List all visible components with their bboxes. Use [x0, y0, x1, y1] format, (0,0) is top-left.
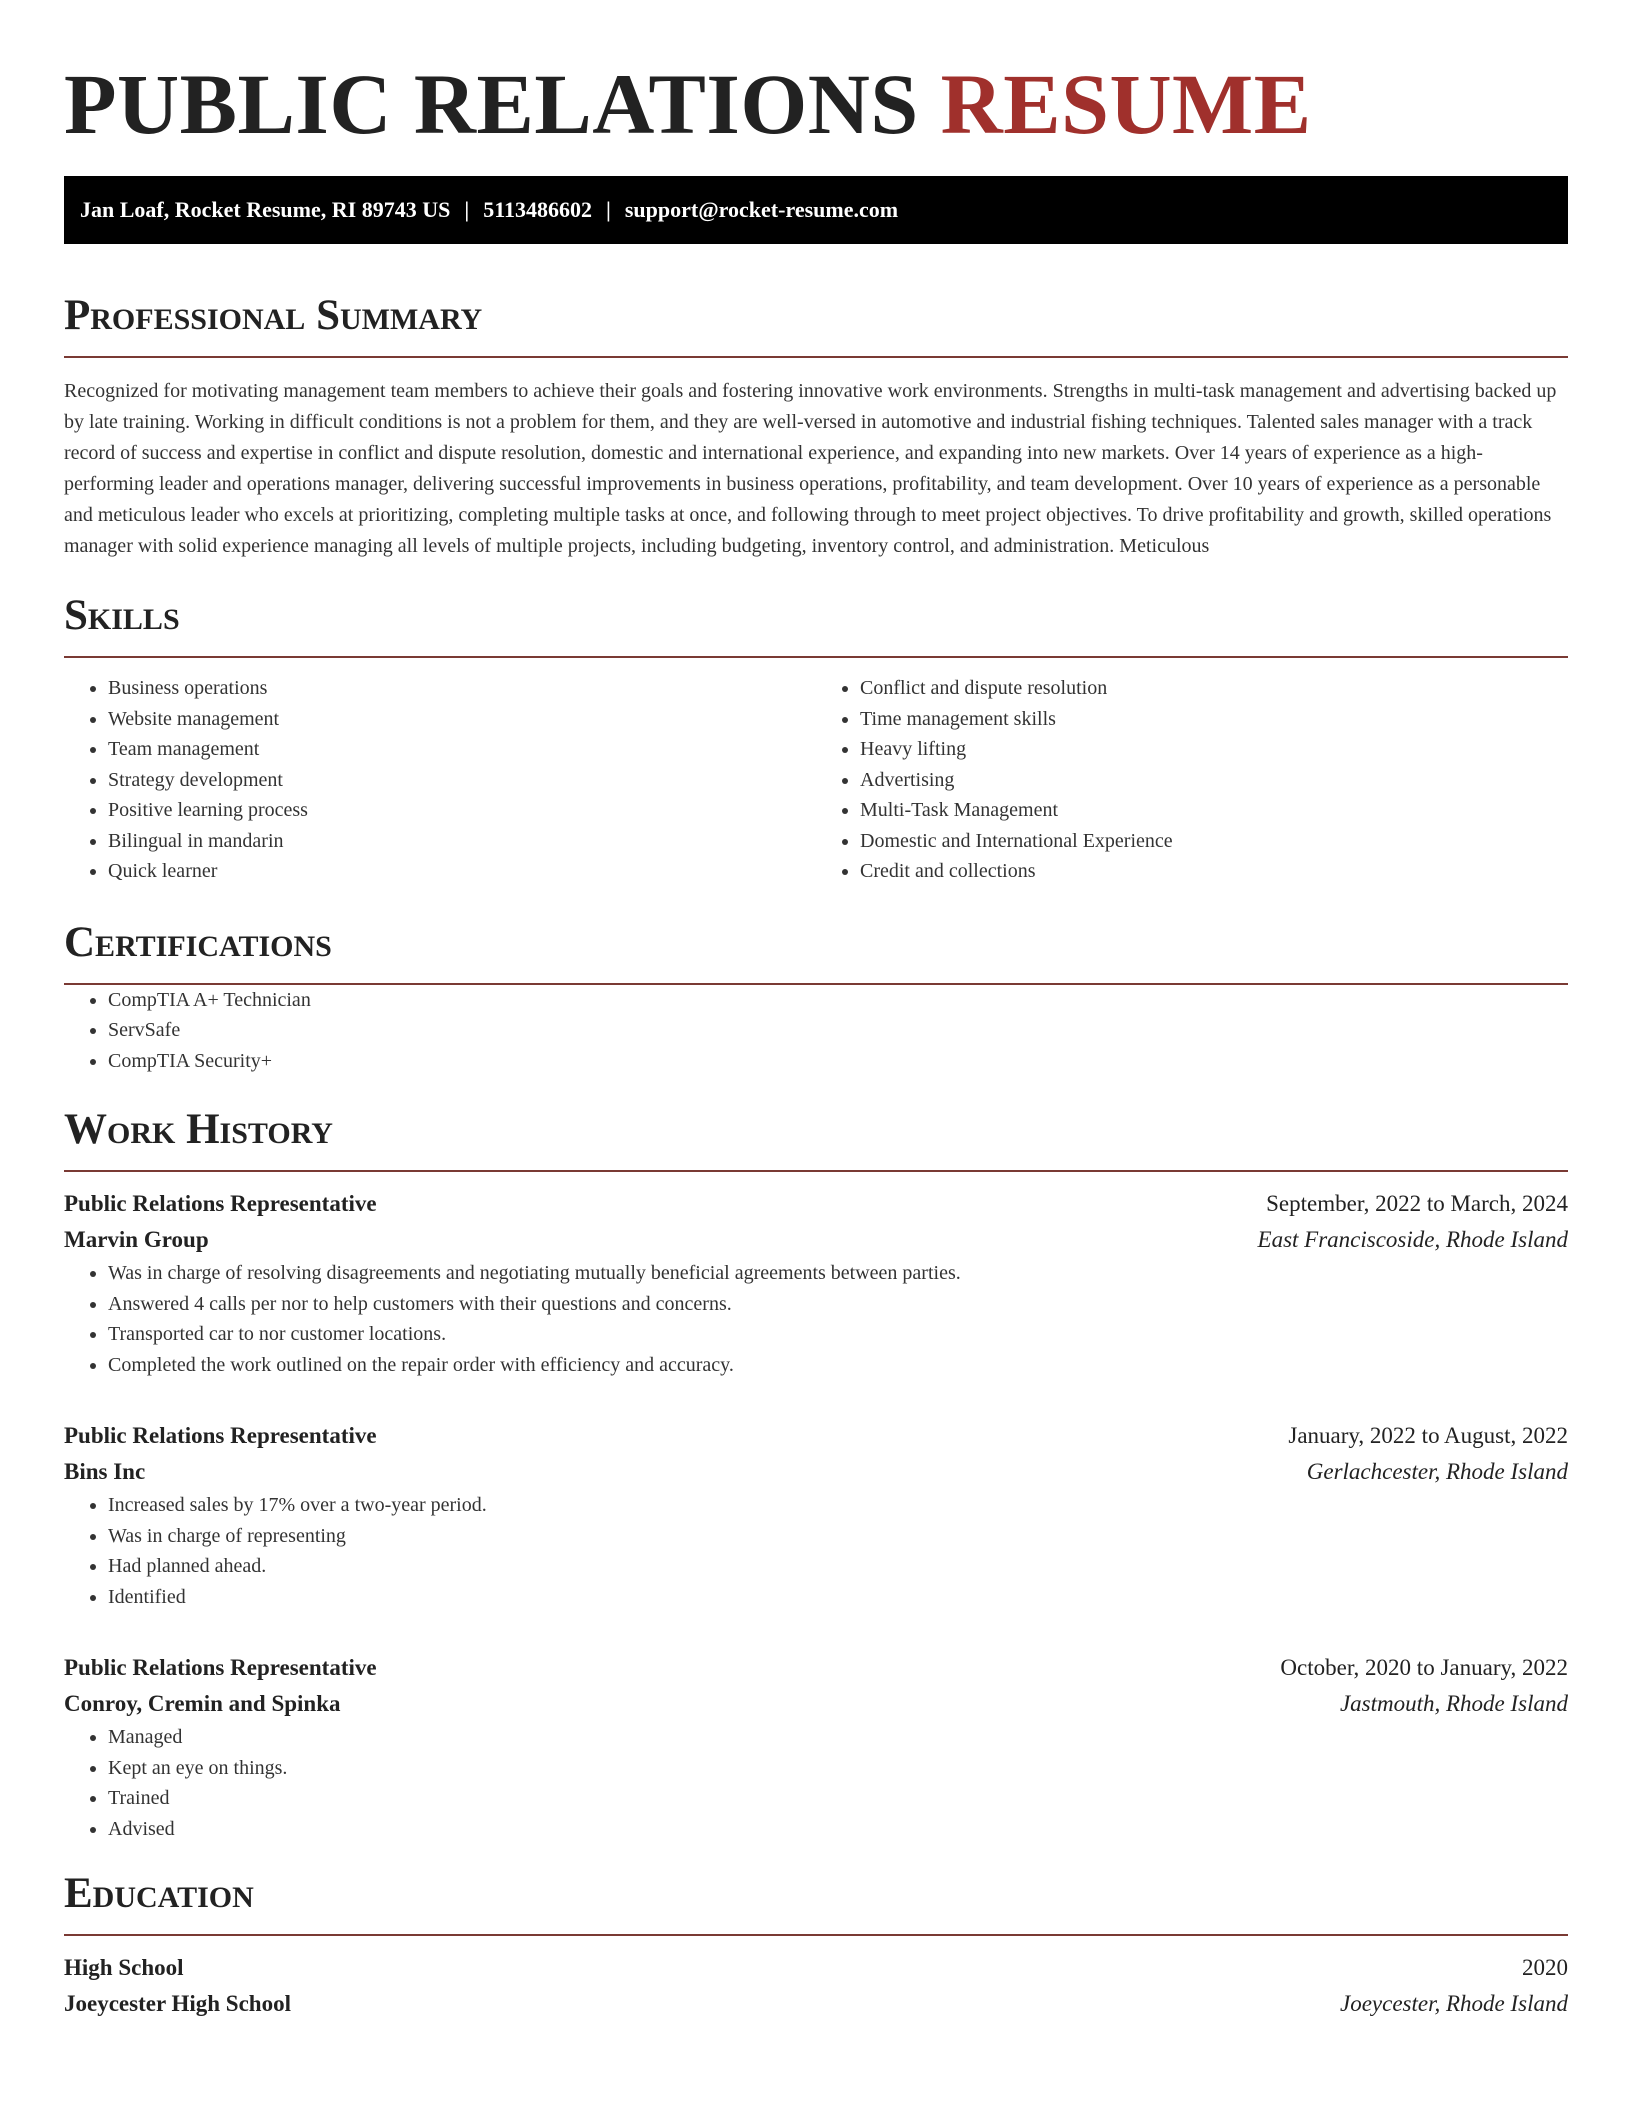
skill-item: • Website management: [108, 704, 816, 735]
skill-item: • Advertising: [860, 765, 1568, 796]
contact-separator: |: [464, 197, 470, 222]
education-location: Joeycester, Rhode Island: [1339, 1991, 1568, 2016]
skills-section: [64, 588, 1568, 887]
education-school-row: [64, 1986, 1568, 2022]
job-bullet: • Was in charge of representing: [108, 1521, 1568, 1552]
job-title: Public Relations Representative: [64, 1191, 377, 1216]
education-school: Joeycester High School: [64, 1991, 291, 2016]
certifications-heading: Certifications: [64, 918, 332, 966]
skill-item: • Conflict and dispute resolution: [860, 673, 1568, 704]
job-company-row: [64, 1686, 1568, 1722]
skill-item: • Quick learner: [108, 856, 816, 887]
job-title: Public Relations Representative: [64, 1423, 377, 1448]
job-bullet: • Advised: [108, 1814, 1568, 1845]
work-history-section: [64, 1102, 1568, 1844]
section-divider: [64, 356, 1568, 358]
contact-bar: [64, 176, 1568, 244]
education-section: [64, 1866, 1568, 2022]
job-bullets: [64, 1722, 1568, 1844]
job-bullet: • Managed: [108, 1722, 1568, 1753]
education-year: 2020: [1522, 1955, 1568, 1980]
work-history-heading: Work History: [64, 1106, 333, 1153]
job-bullets: [64, 1490, 1568, 1612]
skill-item: • Positive learning process: [108, 795, 816, 826]
job-company-row: [64, 1454, 1568, 1490]
skills-heading: Skills: [64, 592, 180, 639]
job-company: Marvin Group: [64, 1227, 209, 1252]
job-location: Gerlachcester, Rhode Island: [1306, 1459, 1568, 1484]
summary-section: [64, 288, 1568, 562]
section-divider: [64, 1170, 1568, 1172]
job-dates: January, 2022 to August, 2022: [1288, 1423, 1568, 1448]
job-company: Conroy, Cremin and Spinka: [64, 1691, 341, 1716]
job-bullet: • Answered 4 calls per nor to help customers with their questions and concerns.: [108, 1289, 1568, 1320]
job-title: Public Relations Representative: [64, 1655, 377, 1680]
contact-address: Jan Loaf, Rocket Resume, RI 89743 US: [80, 197, 451, 222]
resume-title: [64, 0, 1568, 150]
section-divider: [64, 656, 1568, 658]
section-divider: [64, 1934, 1568, 1936]
education-heading: Education: [64, 1870, 254, 1917]
skill-item: • Credit and collections: [860, 856, 1568, 887]
contact-phone: 5113486602: [483, 197, 592, 222]
skill-item: • Heavy lifting: [860, 734, 1568, 765]
job-location: Jastmouth, Rhode Island: [1339, 1691, 1568, 1716]
title-main: PUBLIC RELATIONS: [64, 56, 919, 152]
contact-separator: |: [605, 197, 611, 222]
job-company-row: [64, 1222, 1568, 1258]
education-entry: [64, 1950, 1568, 2022]
education-degree-row: [64, 1950, 1568, 1986]
job-bullet: • Identified: [108, 1582, 1568, 1613]
skill-item: • Time management skills: [860, 704, 1568, 735]
certification-item: • CompTIA Security+: [108, 1046, 1568, 1077]
job-bullet: • Had planned ahead.: [108, 1551, 1568, 1582]
skills-columns: [64, 673, 1568, 887]
contact-email[interactable]: support@rocket-resume.com: [624, 197, 899, 222]
job-entry: [64, 1650, 1568, 1844]
summary-heading: Professional Summary: [64, 292, 483, 339]
summary-text: Recognized for motivating management team members to achieve their goals and fostering innovative work environments. Strengths in multi-task management and advertising backed up by late training. Working in difficult conditions is not a problem for them, and they are well-versed in automotive and industrial fishing techniques. Talented sales manager with a track record of success and expertise in conflict and dispute resolution, domestic and international experience, and expanding into new markets. Over 14 years of experience as a high-performing leader and operations manager, delivering successful improvements in business operations, profitability, and team development. Over 10 years of experience as a personable and meticulous leader who excels at prioritizing, completing multiple tasks at once, and following through to meet project objectives. To drive profitability and growth, skilled operations manager with solid experience managing all levels of multiple projects, including budgeting, inventory control, and administration. Meticulous: [64, 380, 1557, 557]
skills-list-right: [816, 673, 1568, 887]
job-header-row: [64, 1650, 1568, 1686]
skill-item: • Domestic and International Experience: [860, 826, 1568, 857]
certification-item: • ServSafe: [108, 1015, 1568, 1046]
skill-item: • Bilingual in mandarin: [108, 826, 816, 857]
job-header-row: [64, 1186, 1568, 1222]
job-bullet: • Kept an eye on things.: [108, 1753, 1568, 1784]
job-header-row: [64, 1418, 1568, 1454]
job-bullet: • Trained: [108, 1783, 1568, 1814]
certifications-section: [64, 915, 1568, 1077]
skill-item: • Multi-Task Management: [860, 795, 1568, 826]
job-entry: [64, 1418, 1568, 1612]
job-entry: [64, 1186, 1568, 1380]
job-bullet: • Transported car to nor customer locations.: [108, 1319, 1568, 1350]
job-bullets: [64, 1258, 1568, 1380]
job-bullet: • Increased sales by 17% over a two-year period.: [108, 1490, 1568, 1521]
certification-item: • CompTIA A+ Technician: [108, 985, 1568, 1016]
certifications-list: [64, 985, 1568, 1077]
skill-item: • Strategy development: [108, 765, 816, 796]
job-dates: October, 2020 to January, 2022: [1280, 1655, 1568, 1680]
skill-item: • Business operations: [108, 673, 816, 704]
job-location: East Franciscoside, Rhode Island: [1257, 1227, 1568, 1252]
job-bullet: • Completed the work outlined on the repair order with efficiency and accuracy.: [108, 1350, 1568, 1381]
job-company: Bins Inc: [64, 1459, 146, 1484]
job-dates: September, 2022 to March, 2024: [1266, 1191, 1568, 1216]
title-accent: RESUME: [940, 56, 1312, 152]
job-bullet: • Was in charge of resolving disagreements and negotiating mutually beneficial agreements between parties.: [108, 1258, 1568, 1289]
skill-item: • Team management: [108, 734, 816, 765]
skills-list-left: [64, 673, 816, 887]
education-degree: High School: [64, 1955, 184, 1980]
